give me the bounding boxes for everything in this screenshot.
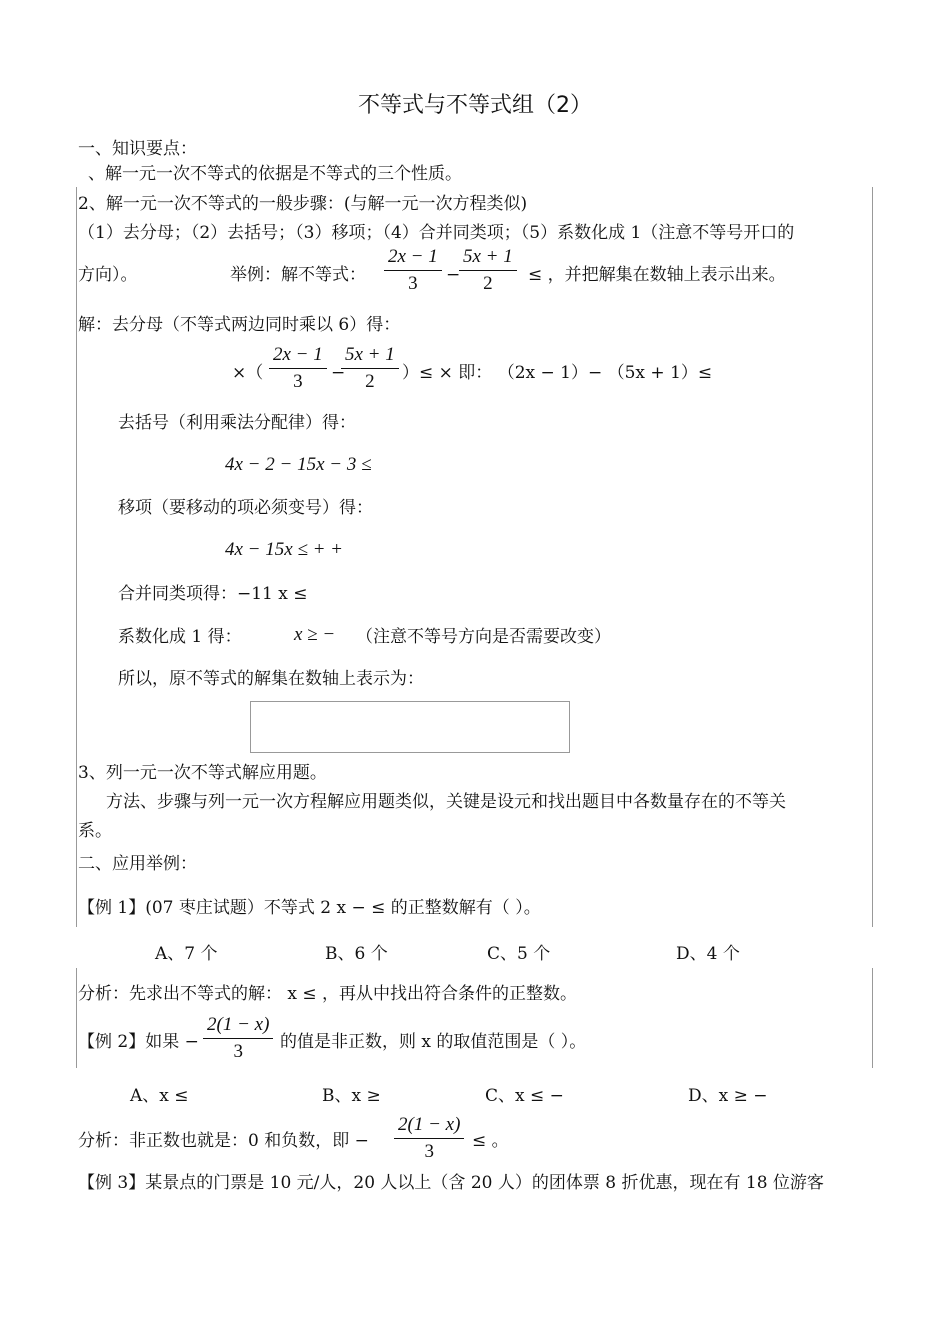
option-a: A、x ≤ [130, 1086, 189, 1106]
fraction [384, 244, 442, 297]
example-3: 【例 3】某景点的门票是 10 元/人，20 人以上（含 20 人）的团体票 8 折优惠，现在有 18 位游客 [78, 1173, 824, 1193]
section-heading: 一、知识要点： [78, 139, 197, 159]
paragraph: 合并同类项得：−11 x ≤ [118, 584, 308, 604]
fraction-numerator: 5x + 1 [459, 244, 517, 271]
fraction [341, 342, 399, 395]
page-title: 不等式与不等式组（2） [358, 93, 592, 118]
option-d: D、4 个 [676, 944, 740, 964]
section-heading: 二、应用举例： [78, 854, 197, 874]
paragraph: 举例：解不等式： [230, 265, 366, 285]
fraction [203, 1012, 273, 1065]
left-border [76, 968, 77, 1068]
analysis: ≤ 。 [472, 1131, 509, 1151]
minus-sign: − [446, 265, 461, 285]
equation: 4x − 2 − 15x − 3 ≤ [225, 454, 372, 475]
equation: 4x − 15x ≤ + + [225, 539, 344, 560]
fraction-denominator: 3 [233, 1041, 243, 1062]
analysis: 分析：先求出不等式的解： x ≤ ，再从中找出符合条件的正整数。 [78, 984, 578, 1004]
fraction [394, 1112, 464, 1165]
paragraph: （注意不等号方向是否需要改变） [356, 627, 611, 647]
paragraph: 方向）。 [78, 265, 138, 285]
minus-sign: − [331, 363, 346, 383]
equation: x ≥ − [294, 624, 336, 645]
paragraph: 系。 [78, 821, 112, 841]
paragraph: 去括号（利用乘法分配律）得： [118, 413, 356, 433]
equation: ×（ [232, 363, 264, 383]
paragraph: 方法、步骤与列一元一次方程解应用题类似，关键是设元和找出题目中各数量存在的不等关 [106, 792, 786, 812]
right-border [872, 968, 873, 1068]
paragraph: 所以，原不等式的解集在数轴上表示为： [118, 669, 424, 689]
number-line-box [250, 701, 570, 753]
paragraph: 移项（要移动的项必须变号）得： [118, 498, 373, 518]
example-2: 的值是非正数，则 x 的取值范围是（ ）。 [280, 1032, 587, 1052]
left-border [76, 187, 77, 927]
fraction-denominator: 3 [424, 1141, 434, 1162]
paragraph: ≤ ，并把解集在数轴上表示出来。 [528, 265, 786, 285]
paragraph: 系数化成 1 得： [118, 627, 242, 647]
fraction-denominator: 2 [365, 371, 375, 392]
example-1: 【例 1】(07 枣庄试题）不等式 2 x − ≤ 的正整数解有（ ）。 [78, 898, 541, 918]
analysis: 分析：非正数也就是：0 和负数，即 − [78, 1131, 369, 1151]
option-c: C、5 个 [487, 944, 551, 964]
paragraph: 2、解一元一次不等式的一般步骤：(与解一元一次方程类似) [78, 194, 528, 214]
option-c: C、x ≤ − [485, 1086, 564, 1106]
option-a: A、7 个 [155, 944, 218, 964]
fraction-numerator: 2(1 − x) [203, 1012, 273, 1039]
fraction-numerator: 2(1 − x) [394, 1112, 464, 1139]
option-d: D、x ≥ − [688, 1086, 768, 1106]
fraction-denominator: 2 [483, 273, 493, 294]
paragraph: 解：去分母（不等式两边同时乘以 6）得： [78, 315, 401, 335]
option-b: B、x ≥ [322, 1086, 381, 1106]
fraction-numerator: 2x − 1 [384, 244, 442, 271]
paragraph: 、解一元一次不等式的依据是不等式的三个性质。 [88, 164, 462, 184]
fraction [459, 244, 517, 297]
paragraph: 3、列一元一次不等式解应用题。 [78, 763, 327, 783]
example-2: 【例 2】如果 − [78, 1032, 199, 1052]
fraction-numerator: 5x + 1 [341, 342, 399, 369]
option-b: B、6 个 [325, 944, 388, 964]
fraction-denominator: 3 [293, 371, 303, 392]
paragraph: （1）去分母；（2）去括号；（3）移项；（4）合并同类项；（5）系数化成 1（注意不等号开口的 [78, 223, 795, 243]
fraction [269, 342, 327, 395]
equation: ）≤ × 即： （2x − 1）− （5x + 1）≤ [402, 363, 713, 383]
right-border [872, 187, 873, 927]
fraction-numerator: 2x − 1 [269, 342, 327, 369]
fraction-denominator: 3 [408, 273, 418, 294]
